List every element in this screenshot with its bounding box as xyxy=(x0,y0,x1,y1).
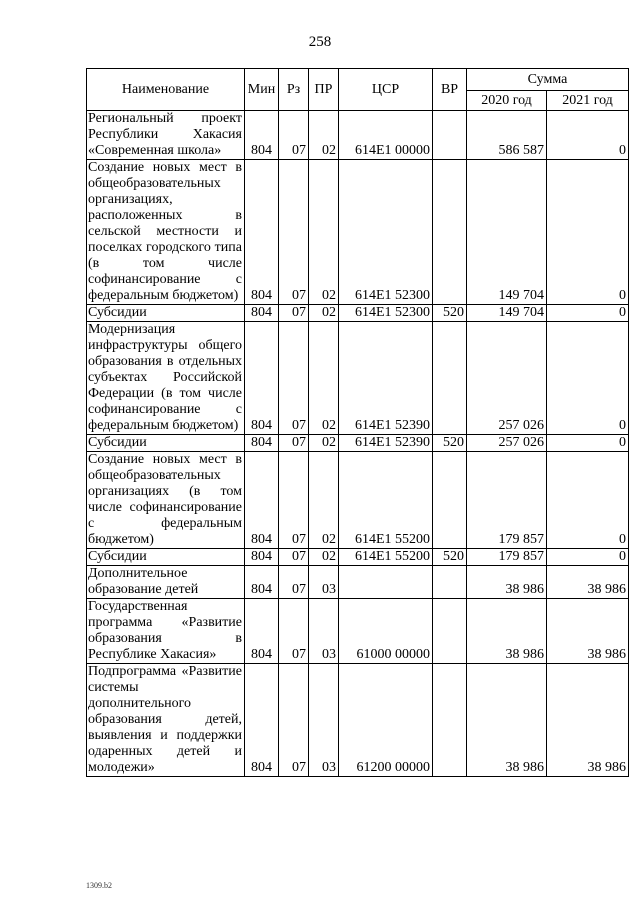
row-csr: 614E1 52390 xyxy=(339,322,433,435)
row-vr xyxy=(433,322,467,435)
header-min: Мин xyxy=(245,69,279,111)
row-pr: 03 xyxy=(309,599,339,664)
row-2020: 38 986 xyxy=(467,599,547,664)
row-rz: 07 xyxy=(279,305,309,322)
table-row xyxy=(87,111,629,160)
header-vr: ВР xyxy=(433,69,467,111)
row-csr: 614E1 52300 xyxy=(339,305,433,322)
row-vr: 520 xyxy=(433,549,467,566)
row-csr: 61200 00000 xyxy=(339,664,433,777)
row-csr: 614E1 52300 xyxy=(339,160,433,305)
header-sum: Сумма xyxy=(467,69,629,91)
row-min: 804 xyxy=(245,549,279,566)
row-rz: 07 xyxy=(279,160,309,305)
row-name: Государственная программа «Развитие образования в Республике Хакасия» xyxy=(87,599,245,664)
row-pr: 02 xyxy=(309,549,339,566)
budget-table xyxy=(86,68,629,777)
table-body xyxy=(87,111,629,777)
row-2020: 149 704 xyxy=(467,305,547,322)
table-row xyxy=(87,160,629,305)
row-rz: 07 xyxy=(279,435,309,452)
row-min: 804 xyxy=(245,305,279,322)
row-2021: 38 986 xyxy=(547,664,629,777)
row-2020: 38 986 xyxy=(467,566,547,599)
row-vr xyxy=(433,664,467,777)
row-rz: 07 xyxy=(279,599,309,664)
row-rz: 07 xyxy=(279,111,309,160)
row-name: Субсидии xyxy=(87,305,245,322)
row-2021: 38 986 xyxy=(547,566,629,599)
row-vr xyxy=(433,599,467,664)
row-name: Модернизация инфраструктуры общего образования в отдельных субъектах Российской Федерации (в том числе софинансирование с федеральным бюджетом) xyxy=(87,322,245,435)
row-rz: 07 xyxy=(279,549,309,566)
row-2021: 38 986 xyxy=(547,599,629,664)
row-rz: 07 xyxy=(279,566,309,599)
row-csr: 614E1 55200 xyxy=(339,452,433,549)
row-2021: 0 xyxy=(547,111,629,160)
table-row xyxy=(87,452,629,549)
header-pr: ПР xyxy=(309,69,339,111)
row-pr: 03 xyxy=(309,664,339,777)
row-min: 804 xyxy=(245,435,279,452)
header-rz: Рз xyxy=(279,69,309,111)
row-2020: 179 857 xyxy=(467,549,547,566)
row-vr xyxy=(433,111,467,160)
row-csr xyxy=(339,566,433,599)
row-name: Дополнительное образование детей xyxy=(87,566,245,599)
row-min: 804 xyxy=(245,452,279,549)
row-min: 804 xyxy=(245,566,279,599)
row-rz: 07 xyxy=(279,664,309,777)
table-row xyxy=(87,305,629,322)
page-number: 258 xyxy=(308,34,332,50)
row-name: Субсидии xyxy=(87,435,245,452)
row-pr: 02 xyxy=(309,305,339,322)
row-2021: 0 xyxy=(547,305,629,322)
row-pr: 02 xyxy=(309,111,339,160)
header-year-2020: 2020 год xyxy=(467,91,547,111)
row-2021: 0 xyxy=(547,435,629,452)
row-pr: 02 xyxy=(309,452,339,549)
row-2021: 0 xyxy=(547,322,629,435)
row-2020: 257 026 xyxy=(467,322,547,435)
table-row xyxy=(87,664,629,777)
row-csr: 614E1 52390 xyxy=(339,435,433,452)
row-2020: 38 986 xyxy=(467,664,547,777)
row-vr xyxy=(433,566,467,599)
row-2020: 149 704 xyxy=(467,160,547,305)
row-2020: 257 026 xyxy=(467,435,547,452)
row-name: Субсидии xyxy=(87,549,245,566)
row-min: 804 xyxy=(245,322,279,435)
row-2020: 179 857 xyxy=(467,452,547,549)
table-row xyxy=(87,599,629,664)
row-2021: 0 xyxy=(547,452,629,549)
row-min: 804 xyxy=(245,160,279,305)
row-rz: 07 xyxy=(279,452,309,549)
header-csr: ЦСР xyxy=(339,69,433,111)
table-row xyxy=(87,549,629,566)
row-min: 804 xyxy=(245,111,279,160)
row-min: 804 xyxy=(245,664,279,777)
header-name: Наименование xyxy=(87,69,245,111)
row-name: Подпрограмма «Развитие системы дополнительного образования детей, выявления и поддержки одаренных детей и молодежи» xyxy=(87,664,245,777)
row-csr: 614E1 55200 xyxy=(339,549,433,566)
header-year-2021: 2021 год xyxy=(547,91,629,111)
row-name: Создание новых мест в общеобразовательных организациях (в том числе софинансирование с федеральным бюджетом) xyxy=(87,452,245,549)
row-csr: 61000 00000 xyxy=(339,599,433,664)
row-2021: 0 xyxy=(547,549,629,566)
row-pr: 02 xyxy=(309,160,339,305)
row-pr: 03 xyxy=(309,566,339,599)
table-row xyxy=(87,435,629,452)
row-2021: 0 xyxy=(547,160,629,305)
table-row xyxy=(87,566,629,599)
row-csr: 614E1 00000 xyxy=(339,111,433,160)
row-rz: 07 xyxy=(279,322,309,435)
row-vr xyxy=(433,160,467,305)
row-min: 804 xyxy=(245,599,279,664)
row-vr: 520 xyxy=(433,305,467,322)
row-2020: 586 587 xyxy=(467,111,547,160)
row-name: Создание новых мест в общеобразовательных организациях, расположенных в сельской местности и поселках городского типа (в том числе софинансирование с федеральным бюджетом) xyxy=(87,160,245,305)
table-row xyxy=(87,322,629,435)
row-pr: 02 xyxy=(309,322,339,435)
row-pr: 02 xyxy=(309,435,339,452)
row-vr: 520 xyxy=(433,435,467,452)
row-vr xyxy=(433,452,467,549)
row-name: Региональный проект Республики Хакасия «Современная школа» xyxy=(87,111,245,160)
footer-code: 1309.b2 xyxy=(86,881,112,890)
